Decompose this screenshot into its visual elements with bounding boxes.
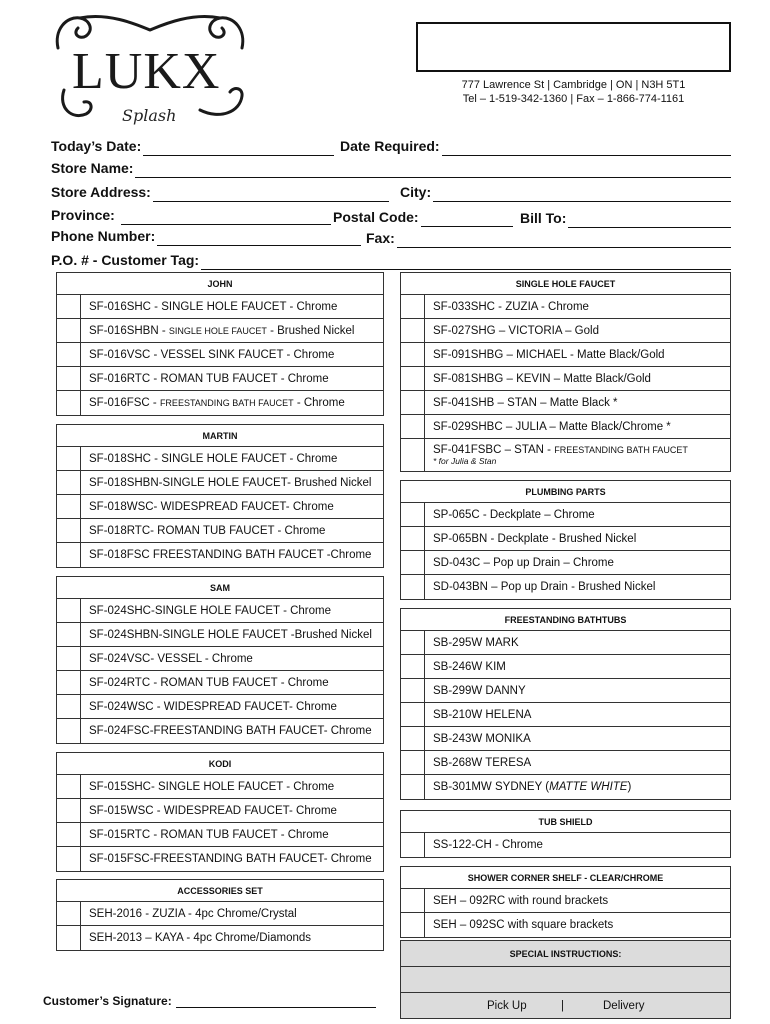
shower-corner-shelf-table	[400, 866, 731, 938]
row-checkbox[interactable]	[401, 367, 425, 390]
table-row	[57, 823, 383, 847]
table-row	[401, 439, 730, 471]
table-row	[57, 295, 383, 319]
john-title: JOHN	[57, 273, 383, 295]
table-row	[57, 926, 383, 950]
table-row	[401, 367, 730, 391]
store-name-label: Store Name:	[51, 160, 134, 176]
table-row	[57, 647, 383, 671]
table-row	[401, 343, 730, 367]
table-row	[57, 367, 383, 391]
freestanding-bathtubs-table	[400, 608, 731, 800]
store-name-line[interactable]	[135, 162, 731, 178]
row-checkbox[interactable]	[57, 391, 81, 415]
shower-shelf-title: SHOWER CORNER SHELF - CLEAR/CHROME	[401, 867, 730, 889]
table-row	[401, 833, 730, 857]
date-required-label: Date Required:	[340, 138, 440, 154]
table-row	[401, 551, 730, 575]
delivery-option[interactable]: Delivery	[603, 999, 645, 1012]
item-text: SD-043BN – Pop up Drain - Brushed Nickel	[433, 581, 656, 593]
table-row	[401, 703, 730, 727]
table-row	[401, 679, 730, 703]
row-checkbox[interactable]	[57, 343, 81, 366]
special-instructions-title: SPECIAL INSTRUCTIONS:	[401, 941, 730, 967]
john-table	[56, 272, 384, 416]
row-checkbox[interactable]	[57, 902, 81, 925]
city-label: City:	[400, 184, 432, 200]
address-line-1: 777 Lawrence St | Cambridge | ON | N3H 5T1	[461, 79, 686, 91]
row-checkbox[interactable]	[57, 367, 81, 390]
item-text: SF-024WSC - WIDESPREAD FAUCET- Chrome	[89, 700, 337, 713]
item-text: SF-081SHBG – KEVIN – Matte Black/Gold	[433, 372, 651, 385]
item-text: SEH – 092RC with round brackets	[433, 894, 609, 907]
row-checkbox[interactable]	[401, 655, 425, 678]
row-checkbox[interactable]	[401, 551, 425, 574]
table-row	[401, 295, 730, 319]
store-address-line[interactable]	[153, 186, 389, 202]
row-checkbox[interactable]	[401, 391, 425, 414]
table-row	[57, 847, 383, 871]
row-checkbox[interactable]	[401, 527, 425, 550]
row-checkbox[interactable]	[401, 889, 425, 912]
phone-label: Phone Number:	[51, 228, 156, 244]
row-checkbox[interactable]	[57, 543, 81, 567]
item-text: SF-041FSBC – STAN - FREESTANDING BATH FAUCET * for Julia & Stan	[433, 444, 688, 466]
delivery-options	[401, 993, 730, 1018]
plumbing-title: PLUMBING PARTS	[401, 481, 730, 503]
row-checkbox[interactable]	[401, 575, 425, 599]
sam-table	[56, 576, 384, 744]
date-required-field[interactable]	[340, 136, 731, 156]
postal-code-label: Postal Code:	[333, 209, 419, 225]
item-text: SB-301MW SYDNEY (MATTE WHITE)	[433, 781, 632, 793]
item-text: SF-018FSC FREESTANDING BATH FAUCET -Chrome	[89, 549, 372, 561]
lukx-logo	[50, 8, 250, 130]
item-text: SF-016SHBN - SINGLE HOLE FAUCET - Brushed Nickel	[89, 324, 355, 337]
item-text: SF-015RTC - ROMAN TUB FAUCET - Chrome	[89, 828, 329, 841]
store-name-field[interactable]	[51, 158, 731, 178]
table-row	[57, 495, 383, 519]
order-number-box[interactable]	[416, 22, 731, 72]
row-checkbox[interactable]	[57, 671, 81, 694]
option-separator: |	[561, 999, 564, 1012]
todays-date-label: Today’s Date:	[51, 138, 142, 154]
item-text: SP-065BN - Deckplate - Brushed Nickel	[433, 532, 637, 545]
table-row	[401, 415, 730, 439]
phone-fax-line: Tel – 1-519-342-1360 | Fax – 1-866-774-1161	[462, 93, 685, 105]
todays-date-field[interactable]	[51, 136, 334, 156]
item-text: SF-015SHC- SINGLE HOLE FAUCET - Chrome	[89, 780, 335, 793]
row-checkbox[interactable]	[401, 751, 425, 774]
fax-line[interactable]	[397, 232, 731, 248]
row-checkbox[interactable]	[401, 295, 425, 318]
postal-code-field[interactable]	[333, 207, 513, 227]
single-hole-title: SINGLE HOLE FAUCET	[401, 273, 730, 295]
province-label: Province:	[51, 207, 115, 223]
row-checkbox[interactable]	[57, 775, 81, 798]
row-checkbox[interactable]	[401, 439, 425, 471]
item-text: SF-024FSC-FREESTANDING BATH FAUCET- Chrome	[89, 725, 372, 737]
item-text: SF-018SHBN-SINGLE HOLE FAUCET- Brushed Nickel	[89, 476, 372, 489]
fax-field[interactable]	[366, 228, 731, 248]
table-row	[57, 695, 383, 719]
province-line[interactable]	[121, 209, 331, 225]
row-checkbox[interactable]	[401, 343, 425, 366]
table-row	[401, 889, 730, 913]
store-address-field[interactable]	[51, 182, 389, 202]
city-line[interactable]	[433, 186, 731, 202]
table-row	[401, 527, 730, 551]
table-row	[57, 391, 383, 415]
row-checkbox[interactable]	[57, 647, 81, 670]
row-checkbox[interactable]	[401, 503, 425, 526]
special-instructions-input[interactable]	[401, 967, 730, 993]
table-row	[57, 902, 383, 926]
table-row	[57, 471, 383, 495]
po-line[interactable]	[201, 254, 731, 270]
table-row	[401, 655, 730, 679]
table-row	[57, 599, 383, 623]
table-row	[57, 623, 383, 647]
table-row	[401, 751, 730, 775]
phone-field[interactable]	[51, 226, 361, 246]
accessories-title: ACCESSORIES SET	[57, 880, 383, 902]
item-text: SF-016SHC - SINGLE HOLE FAUCET - Chrome	[89, 300, 338, 313]
store-address-label: Store Address:	[51, 184, 151, 200]
row-checkbox[interactable]	[401, 631, 425, 654]
item-text: SF-018RTC- ROMAN TUB FAUCET - Chrome	[89, 524, 326, 537]
item-text: SF-024SHBN-SINGLE HOLE FAUCET -Brushed Nickel	[89, 628, 372, 641]
item-text: SF-024SHC-SINGLE HOLE FAUCET - Chrome	[89, 604, 331, 617]
bill-to-field[interactable]	[520, 208, 731, 228]
company-address	[416, 78, 731, 106]
table-row	[57, 719, 383, 743]
tub-shield-title: TUB SHIELD	[401, 811, 730, 833]
city-field[interactable]	[400, 182, 731, 202]
martin-title: MARTIN	[57, 425, 383, 447]
table-row	[401, 631, 730, 655]
fax-label: Fax:	[366, 230, 395, 246]
item-text: SF-016VSC - VESSEL SINK FAUCET - Chrome	[89, 348, 335, 361]
row-checkbox[interactable]	[57, 823, 81, 846]
tub-shield-table	[400, 810, 731, 858]
kodi-title: KODI	[57, 753, 383, 775]
table-row	[401, 913, 730, 937]
item-text: SF-016RTC - ROMAN TUB FAUCET - Chrome	[89, 372, 329, 385]
bathtubs-title: FREESTANDING BATHTUBS	[401, 609, 730, 631]
item-text: SF-033SHC - ZUZIA - Chrome	[433, 300, 589, 313]
item-text: SS-122-CH - Chrome	[433, 839, 543, 851]
logo-tagline: Splash	[122, 106, 177, 125]
item-text: SEH – 092SC with square brackets	[433, 919, 614, 931]
table-row	[401, 391, 730, 415]
row-checkbox[interactable]	[57, 799, 81, 822]
row-checkbox[interactable]	[401, 775, 425, 799]
province-field[interactable]	[51, 205, 331, 225]
row-checkbox[interactable]	[401, 679, 425, 702]
table-row	[57, 519, 383, 543]
item-text: SB-243W MONIKA	[433, 732, 531, 745]
bill-to-line[interactable]	[568, 212, 731, 228]
item-text: SF-091SHBG – MICHAEL - Matte Black/Gold	[433, 348, 665, 361]
single-hole-faucet-table	[400, 272, 731, 472]
item-text: SB-299W DANNY	[433, 684, 526, 697]
row-checkbox[interactable]	[57, 519, 81, 542]
table-row	[57, 343, 383, 367]
item-text: SF-024RTC - ROMAN TUB FAUCET - Chrome	[89, 676, 329, 689]
item-text: SF-018SHC - SINGLE HOLE FAUCET - Chrome	[89, 452, 338, 465]
item-text: SEH-2016 - ZUZIA - 4pc Chrome/Crystal	[89, 907, 297, 920]
row-checkbox[interactable]	[57, 495, 81, 518]
po-field[interactable]	[51, 250, 731, 270]
table-row	[401, 727, 730, 751]
item-text: SB-268W TERESA	[433, 756, 532, 769]
signature-line[interactable]	[176, 994, 376, 1008]
item-text: SEH-2013 – KAYA - 4pc Chrome/Diamonds	[89, 932, 312, 944]
item-text: SF-027SHG – VICTORIA – Gold	[433, 324, 599, 337]
row-checkbox[interactable]	[401, 415, 425, 438]
table-row	[57, 799, 383, 823]
item-text: SF-015WSC - WIDESPREAD FAUCET- Chrome	[89, 804, 337, 817]
row-checkbox[interactable]	[401, 319, 425, 342]
phone-line[interactable]	[157, 230, 361, 246]
row-checkbox[interactable]	[401, 833, 425, 857]
item-text: SF-041SHB – STAN – Matte Black *	[433, 396, 618, 409]
table-row	[401, 575, 730, 599]
item-text: SB-295W MARK	[433, 636, 519, 649]
row-checkbox[interactable]	[57, 471, 81, 494]
item-text: SP-065C - Deckplate – Chrome	[433, 508, 595, 521]
special-instructions-box	[400, 940, 731, 1019]
row-checkbox[interactable]	[57, 695, 81, 718]
accessories-table	[56, 879, 384, 951]
item-text: SF-024VSC- VESSEL - Chrome	[89, 652, 253, 665]
martin-table	[56, 424, 384, 568]
row-checkbox[interactable]	[57, 295, 81, 318]
bill-to-label: Bill To:	[520, 210, 567, 226]
row-checkbox[interactable]	[57, 847, 81, 871]
kodi-table	[56, 752, 384, 872]
row-checkbox[interactable]	[57, 599, 81, 622]
customer-signature-field[interactable]	[43, 994, 376, 1008]
table-row	[401, 503, 730, 527]
table-row	[57, 543, 383, 567]
table-row	[401, 319, 730, 343]
table-row	[57, 671, 383, 695]
row-checkbox[interactable]	[401, 727, 425, 750]
item-text: SF-016FSC - FREESTANDING BATH FAUCET - Chrome	[89, 397, 345, 409]
todays-date-line[interactable]	[143, 140, 334, 156]
postal-code-line[interactable]	[421, 211, 513, 227]
signature-label: Customer’s Signature:	[43, 994, 172, 1008]
row-checkbox[interactable]	[57, 719, 81, 743]
date-required-line[interactable]	[442, 140, 731, 156]
table-row	[57, 775, 383, 799]
row-checkbox[interactable]	[57, 319, 81, 342]
row-checkbox[interactable]	[401, 703, 425, 726]
pickup-option[interactable]: Pick Up	[487, 999, 527, 1012]
po-label: P.O. # - Customer Tag:	[51, 252, 200, 268]
item-text: SF-015FSC-FREESTANDING BATH FAUCET- Chrome	[89, 853, 372, 865]
table-row	[57, 447, 383, 471]
row-checkbox[interactable]	[57, 623, 81, 646]
item-text: SD-043C – Pop up Drain – Chrome	[433, 556, 614, 569]
row-checkbox[interactable]	[57, 926, 81, 950]
item-note: * for Julia & Stan	[433, 456, 497, 466]
item-text: SB-246W KIM	[433, 660, 506, 673]
plumbing-parts-table	[400, 480, 731, 600]
row-checkbox[interactable]	[401, 913, 425, 937]
item-text: SF-018WSC- WIDESPREAD FAUCET- Chrome	[89, 500, 334, 513]
table-row	[57, 319, 383, 343]
item-text: SB-210W HELENA	[433, 708, 532, 721]
item-text: SF-029SHBC – JULIA – Matte Black/Chrome *	[433, 420, 671, 433]
row-checkbox[interactable]	[57, 447, 81, 470]
sam-title: SAM	[57, 577, 383, 599]
table-row	[401, 775, 730, 799]
logo-brand: LUKX	[72, 43, 221, 100]
